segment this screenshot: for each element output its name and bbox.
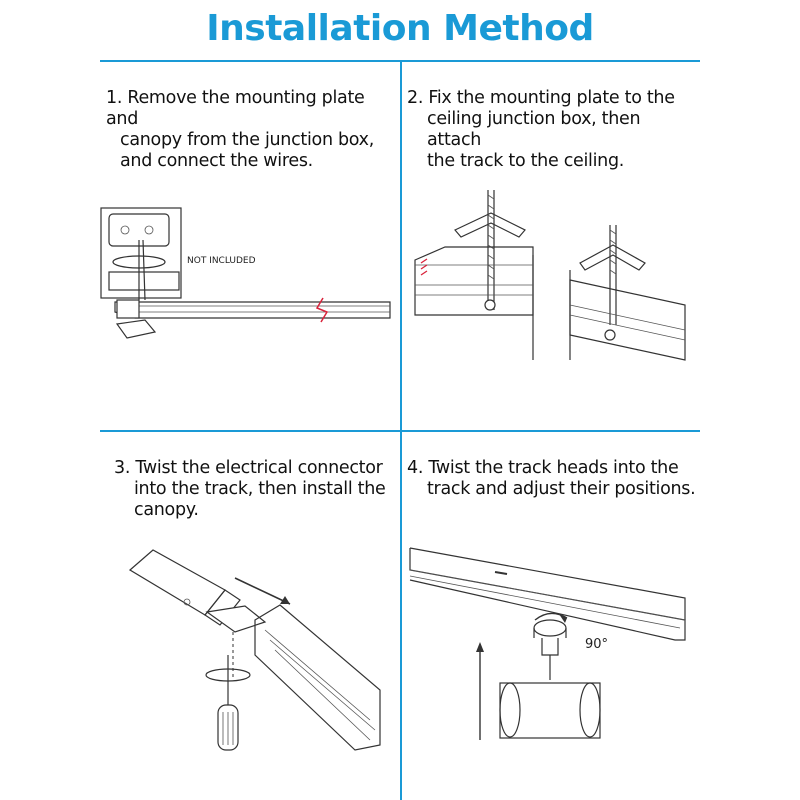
center-divider bbox=[400, 60, 402, 800]
step-4-text bbox=[407, 458, 699, 500]
connector-block bbox=[117, 300, 139, 318]
step-1-text bbox=[106, 88, 398, 172]
page-title: Installation Method bbox=[206, 8, 594, 49]
step-3-illustration bbox=[125, 540, 395, 765]
step-2-line-3: the track to the ceiling. bbox=[427, 151, 625, 171]
step-3-text bbox=[114, 458, 398, 521]
step-1-number: 1. bbox=[106, 88, 123, 108]
track-rail-4 bbox=[410, 548, 685, 640]
lamp-head bbox=[500, 683, 600, 738]
step-4-number: 4. bbox=[407, 458, 424, 478]
step-2-number: 2. bbox=[407, 88, 424, 108]
step-3-line-1: Twist the electrical connector bbox=[135, 458, 383, 478]
track-body-1 bbox=[415, 247, 533, 315]
rotation-degree-label: 90° bbox=[585, 637, 609, 652]
step-4-line-2: track and adjust their positions. bbox=[427, 479, 696, 499]
step-1-line-3: and connect the wires. bbox=[120, 151, 313, 171]
step-2-line-2: ceiling junction box, then attach bbox=[427, 109, 641, 150]
track-body-2 bbox=[570, 280, 685, 360]
step-1-illustration bbox=[95, 200, 400, 350]
step-2-line-1: Fix the mounting plate to the bbox=[428, 88, 675, 108]
canopy-cover bbox=[117, 320, 155, 338]
step-4-illustration bbox=[405, 540, 695, 750]
track-adapter bbox=[534, 620, 566, 636]
step-1-line-1: Remove the mounting plate and bbox=[106, 88, 365, 129]
step-2-illustration bbox=[405, 185, 700, 375]
track-end-left bbox=[130, 550, 225, 615]
step-3-line-3: canopy. bbox=[134, 500, 199, 520]
track-rail bbox=[115, 302, 390, 318]
insert-arrow-icon bbox=[235, 578, 290, 604]
not-included-label: NOT INCLUDED bbox=[187, 256, 256, 266]
step-1-line-2: canopy from the junction box, bbox=[120, 130, 374, 150]
step-4-line-1: Twist the track heads into the bbox=[428, 458, 679, 478]
threaded-rod-2 bbox=[610, 225, 616, 325]
ceiling-section bbox=[533, 255, 570, 360]
anchor-wing-2 bbox=[580, 245, 645, 270]
step-3-line-2: into the track, then install the bbox=[134, 479, 386, 499]
wire-marker-icon bbox=[421, 259, 427, 275]
step-3-number: 3. bbox=[114, 458, 131, 478]
step-2-text bbox=[407, 88, 699, 172]
track-body-right bbox=[255, 605, 380, 750]
